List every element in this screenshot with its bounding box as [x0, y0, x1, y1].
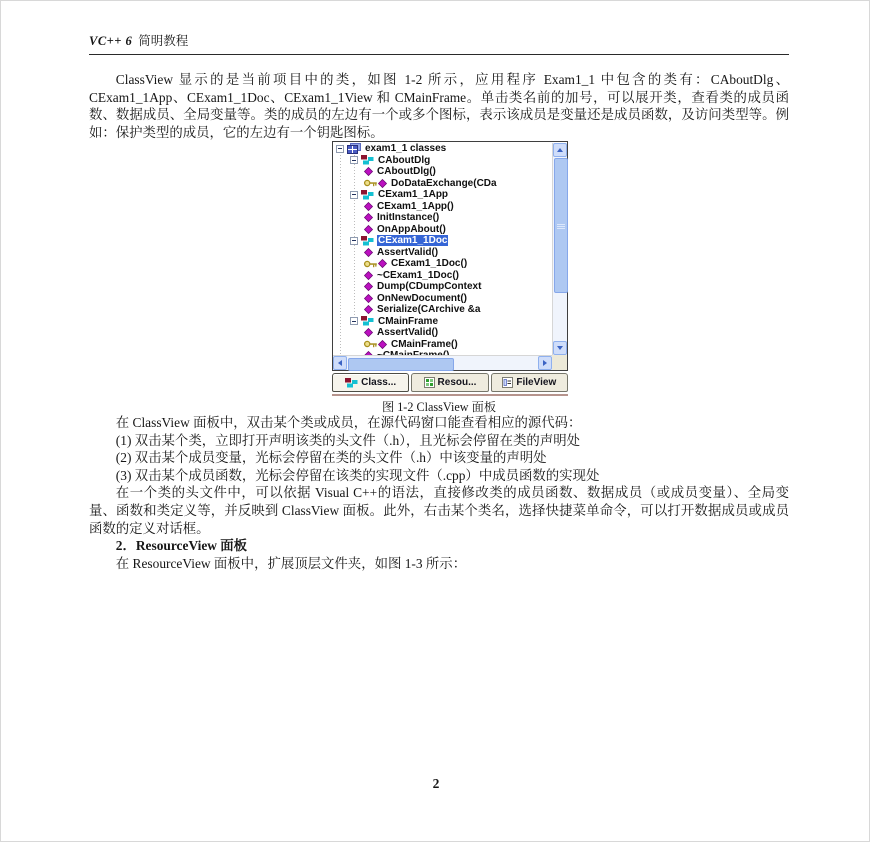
tree-item-label: exam1_1 classes: [365, 143, 447, 155]
header-title-latin: VC++ 6: [89, 34, 133, 48]
scroll-left-icon: [333, 356, 347, 370]
tree-item: [333, 212, 552, 224]
tree-item: [333, 293, 552, 305]
tree-item: [333, 339, 552, 351]
tab-label: Class...: [361, 377, 397, 388]
vertical-scroll-thumb: [554, 158, 568, 293]
tree-item-label: CExam1_1Doc(): [391, 258, 468, 270]
tree-item: [333, 247, 552, 259]
paragraph-2: 在 ClassView 面板中，双击某个类或成员，在源代码窗口能查看相应的源代码：: [115, 415, 582, 430]
paragraph-3: 在一个类的头文件中，可以依据 Visual C++的语法，直接修改类的成员函数、数据成员（或成员变量）、全局变量、函数和类定义等，并反映到 ClassView 面板。此外，右击某个类名，选择快捷菜单命令，可以打开数据成员或成员函数的定义对话框。: [89, 485, 789, 536]
list-item-1: (1) 双击某个类，立即打开声明该类的头文件（.h），且光标会停留在类的声明处: [115, 432, 580, 448]
tree-item: [333, 235, 552, 247]
classview-panel: [332, 141, 568, 371]
page-number: 2: [432, 776, 440, 791]
method-icon: [364, 271, 373, 280]
method-icon: [364, 328, 373, 337]
class-icon: [361, 190, 374, 200]
expander-minus-icon: [350, 191, 358, 199]
expander-minus-icon: [350, 237, 358, 245]
classview-figure: [332, 141, 568, 396]
tree-item-label: OnNewDocument(): [377, 292, 467, 304]
tree-item-label: AssertValid(): [377, 246, 439, 258]
method-icon: [364, 213, 373, 222]
tab-classview: [332, 373, 409, 392]
tree-item: [333, 281, 552, 293]
tree-item: [333, 316, 552, 328]
tree-item-label: CMainFrame: [378, 315, 439, 327]
method-icon: [378, 340, 387, 349]
tree-item-label: CExam1_1App: [378, 189, 449, 201]
section-heading: 2．ResourceView 面板: [115, 538, 248, 554]
tree-item-label: ~CExam1_1Doc(): [377, 269, 459, 281]
scroll-right-icon: [538, 356, 552, 370]
horizontal-scrollbar: [333, 355, 552, 370]
horizontal-scroll-thumb: [348, 358, 454, 371]
fileview-tab-icon: [502, 377, 513, 388]
tab-label: Resou...: [437, 377, 477, 388]
tree-item-label: Dump(CDumpContext: [377, 281, 482, 293]
paragraph-1: ClassView 显示的是当前项目中的类，如图 1-2 所示，应用程序 Exam1_1 中包含的类有：CAboutDlg、CExam1_1App、CExam1_1Doc、CExam1_1View 和 CMainFrame。单击类名前的加号，可以展开类，查看类的成员函数、数据成员、全局变量等。类的成员的左边有一个或多个图标，表示该成员是变量还是成员函数，及访问类型等。例如：保护类型的成员，它的左边有一个钥匙图标。: [89, 72, 789, 140]
tree-item: [333, 258, 552, 270]
scroll-down-icon: [553, 341, 567, 355]
list-item-3: (3) 双击某个成员函数，光标会停留在该类的实现文件（.cpp）中成员函数的实现处: [115, 467, 600, 483]
method-icon: [364, 248, 373, 257]
tree-item-label: Serialize(CArchive &a: [377, 304, 481, 316]
method-icon: [364, 202, 373, 211]
paragraph-4: 在 ResourceView 面板中，扩展顶层文件夹，如图 1-3 所示：: [115, 555, 467, 571]
classes-icon: [347, 143, 361, 154]
tree-item: [333, 304, 552, 316]
tree-item: [333, 155, 552, 167]
figure-caption: 图 1-2 ClassView 面板: [381, 400, 497, 414]
tab-resourceview: [411, 373, 488, 392]
method-icon: [364, 167, 373, 176]
header-title-cjk: 简明教程: [138, 34, 189, 48]
method-icon: [364, 282, 373, 291]
tab-fileview: [491, 373, 568, 392]
paragraph-block-1: [89, 71, 789, 141]
class-icon: [361, 155, 374, 165]
workspace-tabs: [332, 373, 568, 392]
tree-item-label: DoDataExchange(CDa: [391, 177, 497, 189]
expander-minus-icon: [350, 317, 358, 325]
method-icon: [364, 294, 373, 303]
tree-item: [333, 270, 552, 282]
tab-label: FileView: [516, 377, 557, 388]
method-icon: [378, 259, 387, 268]
tree-item-label: CMainFrame(): [391, 338, 458, 350]
tree-item-label: CAboutDlg(): [377, 166, 436, 178]
expander-minus-icon: [350, 156, 358, 164]
method-icon: [364, 225, 373, 234]
scrollbar-corner: [552, 355, 567, 370]
figure-divider: [332, 394, 568, 396]
tree-item: [333, 327, 552, 339]
tree-item: [333, 189, 552, 201]
tree-item: [333, 224, 552, 236]
tree-item: [333, 201, 552, 213]
method-icon: [364, 305, 373, 314]
expander-minus-icon: [336, 145, 344, 153]
tree-item-label: InitInstance(): [377, 212, 440, 224]
tree-item-label: CExam1_1Doc: [378, 235, 448, 247]
tree-item: [333, 166, 552, 178]
tree-rows: [333, 143, 552, 355]
classview-tab-icon: [345, 378, 358, 388]
class-icon: [361, 316, 374, 326]
list-item-2: (2) 双击某个成员变量，光标会停留在类的头文件（.h）中该变量的声明处: [115, 450, 547, 466]
tree-item: [333, 143, 552, 155]
class-icon: [361, 236, 374, 246]
tree-item-label: OnAppAbout(): [377, 223, 446, 235]
vertical-scrollbar: [552, 143, 567, 355]
paragraph-block-2: [89, 414, 789, 572]
tree-item-label: CExam1_1App(): [377, 200, 454, 212]
method-icon: [378, 179, 387, 188]
key-icon: [364, 179, 377, 187]
scroll-up-icon: [553, 143, 567, 157]
resourceview-tab-icon: [424, 377, 435, 388]
page-header: [89, 31, 789, 55]
tree-item-label: AssertValid(): [377, 327, 439, 339]
tree-item: [333, 178, 552, 190]
key-icon: [364, 260, 377, 268]
tree-item-label: CAboutDlg: [378, 154, 431, 166]
key-icon: [364, 340, 377, 348]
